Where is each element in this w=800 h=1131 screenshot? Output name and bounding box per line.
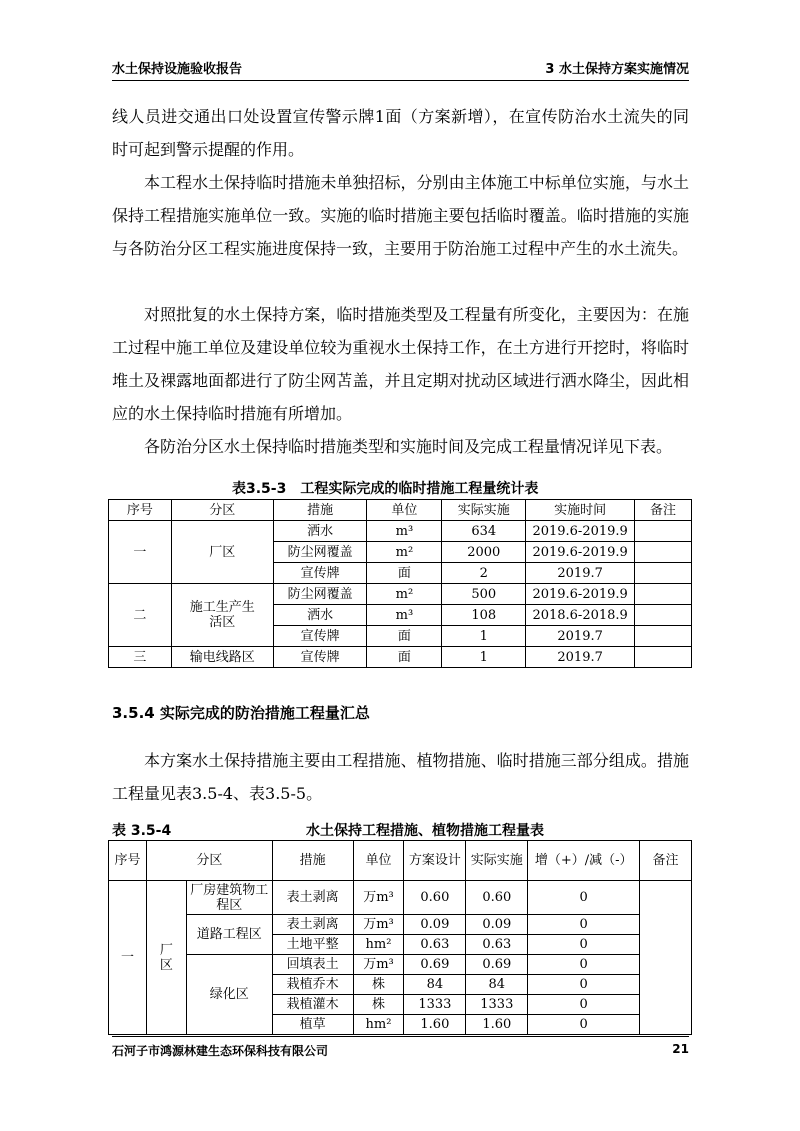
cell-measure: 洒水 <box>273 605 367 626</box>
cell-diff: 0 <box>528 915 640 935</box>
cell-note <box>635 542 692 563</box>
cell-measure: 表土剥离 <box>272 881 353 915</box>
cell-measure: 防尘网覆盖 <box>273 584 367 605</box>
cell-unit: m² <box>367 584 442 605</box>
zone-no: 一 <box>109 881 147 1035</box>
table2-header-actual: 实际实施 <box>466 841 528 881</box>
paragraph-4: 各防治分区水土保持临时措施类型和实施时间及完成工程量情况详见下表。 <box>144 437 673 456</box>
cell-measure: 防尘网覆盖 <box>273 542 367 563</box>
section-heading: 3.5.4 实际完成的防治措施工程量汇总 <box>112 704 370 722</box>
cell-measure: 土地平整 <box>272 935 353 955</box>
paragraph-3: 对照批复的水土保持方案，临时措施类型及工程量有所变化，主要因为：在施工过程中施工单位及建设单位较为重视水土保持工作，在土方进行开挖时，将临时堆土及裸露地面都进行了防尘网苫盖，并且定期对扰动区域进行洒水降尘，因此相应的水土保持临时措施有所增加。 <box>112 305 689 423</box>
cell-qty: 1 <box>442 626 526 647</box>
header-right: 3 水土保持方案实施情况 <box>545 62 689 77</box>
cell-measure: 植草 <box>272 1015 353 1035</box>
cell-measure: 洒水 <box>273 521 367 542</box>
cell-note <box>635 563 692 584</box>
cell-design: 0.09 <box>404 915 466 935</box>
cell-design: 0.69 <box>404 955 466 975</box>
table-row <box>109 915 692 935</box>
section-paragraph: 本方案水土保持措施主要由工程措施、植物措施、临时措施三部分组成。措施工程量见表3.5-4、表3.5-5。 <box>112 751 689 803</box>
table1-header-unit: 单位 <box>367 500 442 521</box>
page-footer <box>112 1042 689 1059</box>
table-row <box>109 647 692 668</box>
cell-actual: 0.60 <box>466 881 528 915</box>
cell-qty: 634 <box>442 521 526 542</box>
cell-note <box>635 584 692 605</box>
cell-time: 2019.6-2019.9 <box>526 584 635 605</box>
cell-qty: 2000 <box>442 542 526 563</box>
cell-unit: 面 <box>367 647 442 668</box>
cell-measure: 表土剥离 <box>272 915 353 935</box>
cell-unit: 万m³ <box>353 955 404 975</box>
table-row <box>109 521 692 542</box>
cell-unit: 面 <box>367 626 442 647</box>
cell-time: 2019.7 <box>526 563 635 584</box>
page-number: 21 <box>672 1042 689 1056</box>
table2-caption-title: 水土保持工程措施、植物措施工程量表 <box>306 823 544 839</box>
cell-diff: 0 <box>528 935 640 955</box>
table1-header-area: 分区 <box>171 500 273 521</box>
cell-measure: 回填表土 <box>272 955 353 975</box>
table-row <box>109 881 692 915</box>
cell-qty: 108 <box>442 605 526 626</box>
cell-time: 2019.6-2019.9 <box>526 521 635 542</box>
group-no: 一 <box>109 521 172 584</box>
cell-actual: 1.60 <box>466 1015 528 1035</box>
cell-diff: 0 <box>528 955 640 975</box>
table2-header-note: 备注 <box>640 841 692 881</box>
cell-unit: 株 <box>353 975 404 995</box>
cell-time: 2019.7 <box>526 647 635 668</box>
table1-header-qty: 实际实施 <box>442 500 526 521</box>
subzone-name: 绿化区 <box>186 955 272 1035</box>
cell-measure: 宣传牌 <box>273 626 367 647</box>
cell-note <box>635 626 692 647</box>
group-no: 二 <box>109 584 172 647</box>
cell-diff: 0 <box>528 1015 640 1035</box>
table2-header-design: 方案设计 <box>404 841 466 881</box>
paragraph-1: 线人员进交通出口处设置宣传警示牌1面（方案新增），在宣传防治水土流失的同时可起到警示提醒的作用。 <box>112 107 689 159</box>
cell-unit: m³ <box>367 605 442 626</box>
cell-measure: 宣传牌 <box>273 647 367 668</box>
table2-header-unit: 单位 <box>353 841 404 881</box>
table2-header-zone: 分区 <box>146 841 272 881</box>
cell-design: 84 <box>404 975 466 995</box>
footer-company: 石河子市鸿源林建生态环保科技有限公司 <box>112 1044 329 1058</box>
cell-actual: 1333 <box>466 995 528 1015</box>
cell-measure: 宣传牌 <box>273 563 367 584</box>
table1-caption: 表3.5-3 工程实际完成的临时措施工程量统计表 <box>232 481 539 497</box>
cell-measure: 栽植乔木 <box>272 975 353 995</box>
cell-unit: 株 <box>353 995 404 1015</box>
cell-unit: 万m³ <box>353 915 404 935</box>
table1-header-no: 序号 <box>109 500 172 521</box>
cell-actual: 0.09 <box>466 915 528 935</box>
cell-design: 1333 <box>404 995 466 1015</box>
table1-header-note: 备注 <box>635 500 692 521</box>
cell-design: 0.63 <box>404 935 466 955</box>
cell-actual: 0.63 <box>466 935 528 955</box>
cell-actual: 84 <box>466 975 528 995</box>
group-no: 三 <box>109 647 172 668</box>
page-header <box>112 58 689 78</box>
group-area: 厂区 <box>171 521 273 584</box>
cell-unit: 万m³ <box>353 881 404 915</box>
cell-note <box>635 605 692 626</box>
temporary-measures-table <box>108 499 692 668</box>
cell-qty: 2 <box>442 563 526 584</box>
cell-note <box>640 881 692 1035</box>
cell-unit: hm² <box>353 1015 404 1035</box>
subzone-name: 厂房建筑物工程区 <box>186 881 272 915</box>
table1-header-row <box>109 500 692 521</box>
paragraph-2: 本工程水土保持临时措施未单独招标，分别由主体施工中标单位实施，与水土保持工程措施实施单位一致。实施的临时措施主要包括临时覆盖。临时措施的实施与各防治分区工程实施进度保持一致，主要用于防治施工过程中产生的水土流失。 <box>112 173 689 258</box>
cell-qty: 500 <box>442 584 526 605</box>
cell-diff: 0 <box>528 975 640 995</box>
table2-caption-no: 表 3.5-4 <box>112 823 172 839</box>
table-row <box>109 955 692 975</box>
cell-design: 0.60 <box>404 881 466 915</box>
cell-note <box>635 521 692 542</box>
group-area: 施工生产生活区 <box>171 584 273 647</box>
table2-header-no: 序号 <box>109 841 147 881</box>
cell-diff: 0 <box>528 881 640 915</box>
cell-note <box>635 647 692 668</box>
cell-unit: 面 <box>367 563 442 584</box>
header-left: 水土保持设施验收报告 <box>112 62 243 77</box>
cell-measure: 栽植灌木 <box>272 995 353 1015</box>
cell-design: 1.60 <box>404 1015 466 1035</box>
table2-header-diff: 增（+）/减（-） <box>528 841 640 881</box>
cell-time: 2018.6-2018.9 <box>526 605 635 626</box>
footer-rule <box>112 1036 689 1037</box>
cell-time: 2019.6-2019.9 <box>526 542 635 563</box>
group-area: 输电线路区 <box>171 647 273 668</box>
table1-header-time: 实施时间 <box>526 500 635 521</box>
cell-actual: 0.69 <box>466 955 528 975</box>
cell-diff: 0 <box>528 995 640 1015</box>
cell-unit: m² <box>367 542 442 563</box>
table1-header-measure: 措施 <box>273 500 367 521</box>
subzone-name: 道路工程区 <box>186 915 272 955</box>
cell-unit: hm² <box>353 935 404 955</box>
engineering-plant-measures-table <box>108 840 692 1035</box>
table2-header-measure: 措施 <box>272 841 353 881</box>
cell-qty: 1 <box>442 647 526 668</box>
table-row <box>109 584 692 605</box>
table2-header-row <box>109 841 692 881</box>
header-rule <box>112 80 689 81</box>
zone-name: 厂区 <box>146 881 186 1035</box>
cell-unit: m³ <box>367 521 442 542</box>
cell-time: 2019.7 <box>526 626 635 647</box>
